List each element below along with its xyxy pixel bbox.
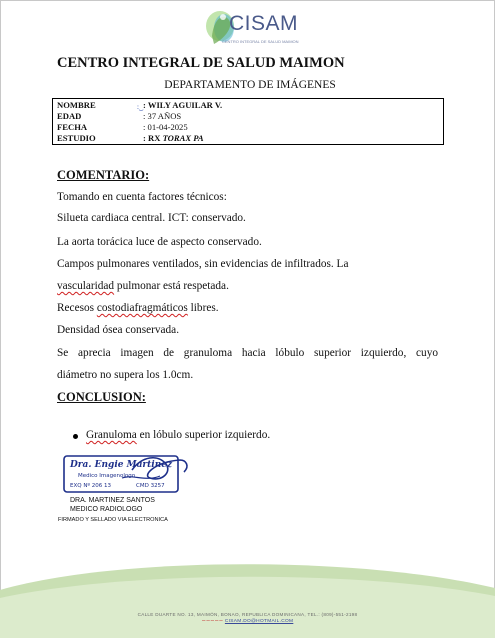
patient-label-name: NOMBRE [57, 100, 96, 110]
department-title: DEPARTAMENTO DE IMÁGENES [164, 79, 336, 91]
comment-line: Recesos costodiafragmáticos libres. [57, 302, 219, 314]
logo-subtitle: CENTRO INTEGRAL DE SALUD MAIMON [222, 39, 299, 44]
comment-line: Tomando en cuenta factores técnicos: [57, 191, 227, 203]
stamp-cmd: CMD 3257 [136, 483, 165, 489]
comment-line: vascularidad pulmonar está respetada. [57, 280, 229, 292]
logo-text: CISAM [229, 12, 299, 35]
signer-title: MEDICO RADIOLOGO [70, 506, 143, 513]
signer-name-block [70, 496, 155, 514]
comment-heading: COMENTARIO: [57, 168, 150, 182]
stamp-exq: EXQ Nº 206 13 [70, 483, 112, 489]
signature-stamp [62, 452, 194, 496]
comment-line: Densidad ósea conservada. [57, 324, 180, 336]
footer-email: ∼∼∼∼∼ CISAM.DO@HOTMAIL.COM [201, 619, 294, 624]
signed-electronically-note: FIRMADO Y SELLADO VIA ELECTRONICA [58, 517, 168, 523]
stamp-name: Dra. Engie Martinez [70, 460, 173, 470]
comment-line: Silueta cardiaca central. ICT: conservado. [57, 212, 246, 224]
patient-label-date: FECHA [57, 122, 88, 132]
patient-info-box [52, 98, 444, 145]
patient-label-study: ESTUDIO [57, 133, 96, 143]
conclusion-heading: CONCLUSION: [57, 390, 146, 404]
spell-mark-icon: :͜ [137, 103, 139, 111]
patient-value-date: : 01-04-2025 [143, 122, 188, 132]
footer-address: CALLE DUARTE NO. 13, MAIMÓN, BONAO, REPUBLICA DOMINICANA, TEL.: (809)-551-2198 [137, 612, 358, 617]
footer-wave-decoration [0, 562, 495, 638]
stamp-title: Medico Imagenologo [78, 473, 136, 479]
patient-value-study: : RX TORAX PA [143, 133, 204, 143]
conclusion-item: Granuloma en lóbulo superior izquierdo. [86, 429, 271, 441]
comment-line: Campos pulmonares ventilados, sin evidencias de infiltrados. La [57, 258, 349, 270]
signer-name: DRA. MARTINEZ SANTOS [70, 497, 155, 504]
bullet-icon [73, 434, 78, 439]
comment-line: La aorta torácica luce de aspecto conservado. [57, 236, 262, 248]
patient-value-age: : 37 AÑOS [143, 111, 182, 121]
comment-line: diámetro no supera los 1.0cm. [57, 369, 194, 381]
patient-value-name: : WILY AGUILAR V. [143, 100, 223, 110]
comment-line: Se aprecia imagen de granuloma hacia lóbulo superior izquierdo, cuyo [57, 347, 438, 359]
patient-label-age: EDAD [57, 111, 82, 121]
center-title: CENTRO INTEGRAL DE SALUD MAIMON [57, 55, 345, 71]
